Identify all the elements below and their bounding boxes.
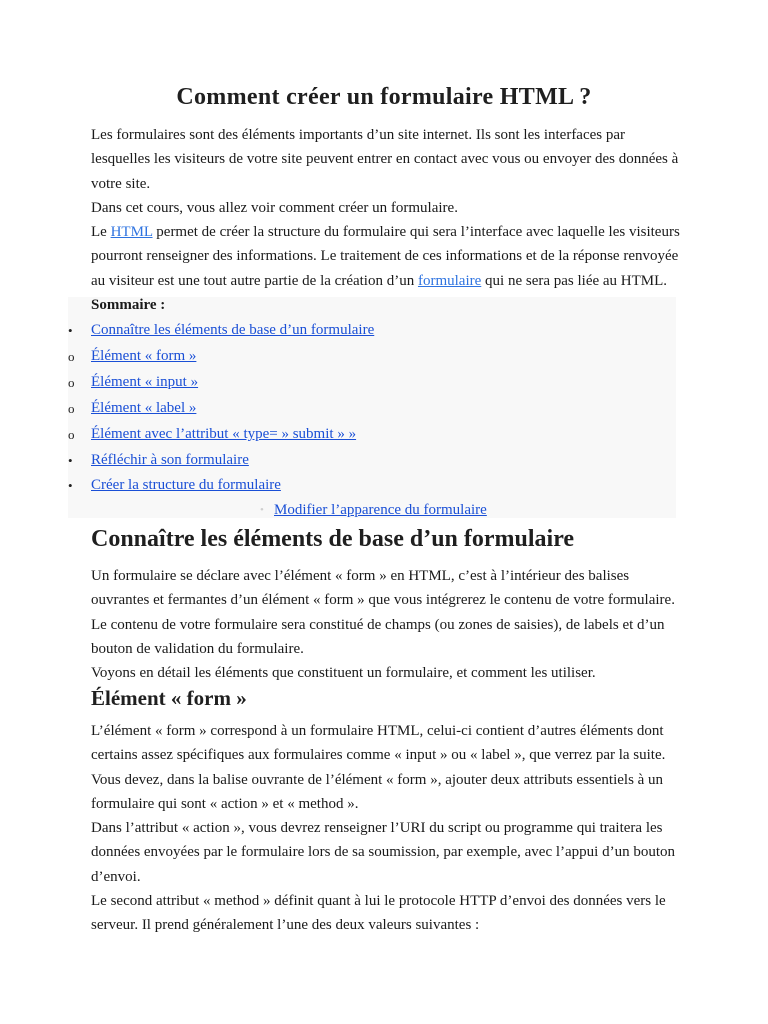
section2-paragraph-2: Vous devez, dans la balise ouvrante de l’élément « form », ajouter deux attributs essentiels à un formulaire qui sont « action » et « method ». — [91, 771, 664, 812]
html-link[interactable]: HTML — [110, 224, 153, 241]
intro-text — [91, 123, 681, 293]
toc-bullet: o — [68, 401, 75, 416]
toc-bullet: • — [68, 323, 73, 338]
toc-faint-bullet: • — [260, 504, 264, 516]
toc-link-submit[interactable]: Élément avec l’attribut « type= » submit » » — [91, 426, 357, 442]
toc-item-last — [260, 502, 487, 519]
section1-paragraph-3: Voyons en détail les éléments que constituent un formulaire, et comment les utiliser. — [91, 665, 596, 682]
section1-paragraph-1: Un formulaire se déclare avec l’élément « form » en HTML, c’est à l’intérieur des balises ouvrantes et fermantes d’un élément « form » que vous intégrerez le contenu de votre formulaire. — [91, 568, 675, 609]
section2-paragraph-1: L’élément « form » correspond à un formulaire HTML, celui-ci contient d’autres éléments dont certains assez spécifiques aux formulaires comme « input » ou « label », que verrez par la suite. — [91, 723, 666, 764]
section2-paragraph-3: Dans l’attribut « action », vous devrez renseigner l’URI du script ou programme qui traitera les données envoyées par le formulaire lors de sa soumission, par exemple, avec l’appui d’un bouton d’envoi. — [91, 820, 675, 885]
section2-text — [91, 719, 681, 938]
section-heading-form: Élément « form » — [91, 686, 247, 710]
intro-paragraph-3 — [91, 220, 681, 293]
section-heading-connaitre: Connaître les éléments de base d’un formulaire — [91, 526, 575, 552]
toc-link-connaitre[interactable]: Connaître les éléments de base d’un formulaire — [91, 322, 375, 338]
intro-p3-middle: permet de créer la structure du formulaire qui sera l’interface avec laquelle les visiteurs pourront renseigner des informations. Le traitement de ces informations et de la réponse renvoyée au visiteur est une tout autre partie de la création d’un — [91, 224, 680, 289]
toc-link-label[interactable]: Élément « label » — [91, 400, 197, 416]
intro-paragraph-1: Les formulaires sont des éléments importants d’un site internet. Ils sont les interfaces par lesquelles les visiteurs de votre site peuvent entrer en contact avec vous ou envoyer des données à votre site. — [91, 127, 679, 192]
toc-bullet: • — [68, 453, 73, 468]
toc-link-creer[interactable]: Créer la structure du formulaire — [91, 477, 281, 493]
toc-link-input[interactable]: Élément « input » — [91, 374, 199, 390]
toc-link-reflechir[interactable]: Réfléchir à son formulaire — [91, 452, 249, 468]
toc-link-modifier[interactable]: Modifier l’apparence du formulaire — [274, 502, 487, 518]
toc-heading: Sommaire : — [91, 297, 166, 313]
formulaire-link[interactable]: formulaire — [417, 272, 482, 289]
page-title: Comment créer un formulaire HTML ? — [176, 84, 592, 110]
toc-bullet: o — [68, 375, 75, 390]
toc-bullet: o — [68, 349, 75, 364]
table-of-contents — [68, 297, 676, 518]
section1-paragraph-2: Le contenu de votre formulaire sera constitué de champs (ou zones de saisies), de labels et d’un bouton de validation du formulaire. — [91, 616, 665, 657]
intro-p3-start: Le — [91, 224, 111, 241]
section2-paragraph-4: Le second attribut « method » définit quant à lui le protocole HTTP d’envoi des données vers le serveur. Il prend généralement l’une des deux valeurs suivantes : — [91, 893, 666, 934]
toc-bullet: o — [68, 427, 75, 442]
toc-link-form[interactable]: Élément « form » — [91, 348, 197, 364]
intro-p3-end: qui ne sera pas liée au HTML. — [481, 272, 668, 289]
intro-paragraph-2: Dans cet cours, vous allez voir comment créer un formulaire. — [91, 199, 458, 216]
section1-text — [91, 564, 681, 685]
toc-bullet: • — [68, 478, 73, 493]
